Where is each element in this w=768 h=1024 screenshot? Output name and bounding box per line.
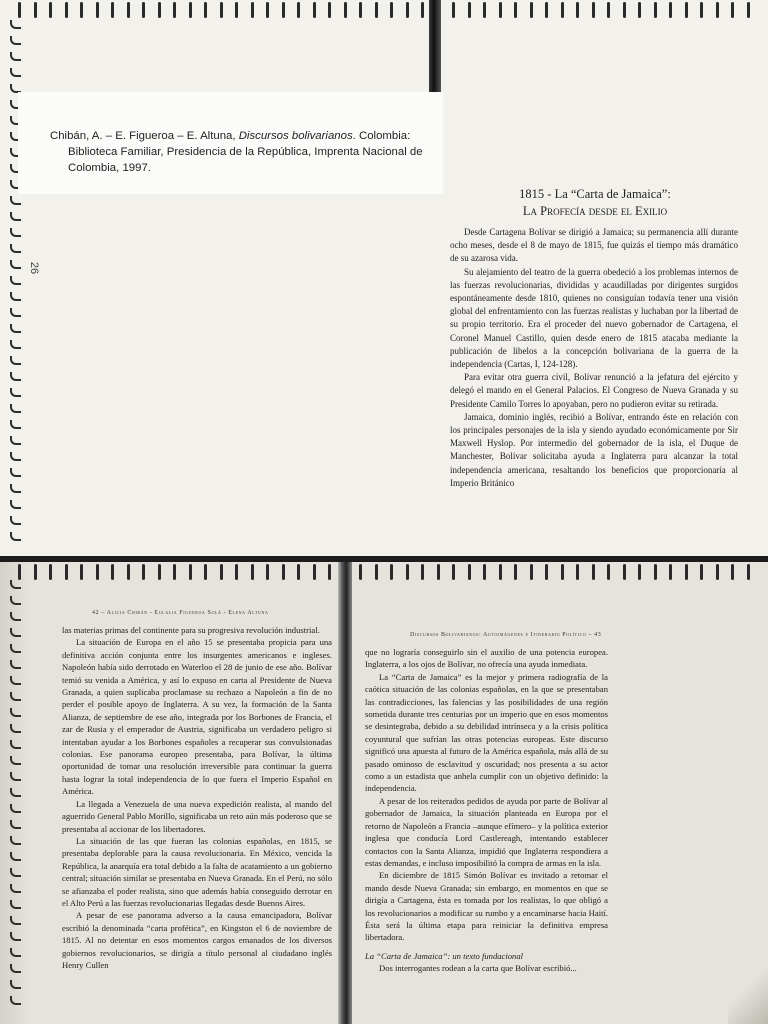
spiral-ring [483,2,486,18]
binding-hook [10,996,21,1005]
spiral-ring [127,2,130,18]
binding-hook [10,644,21,653]
binding-hook [10,372,21,381]
spiral-ring [576,564,579,580]
spiral-ring [80,2,83,18]
spiral-ring [452,2,455,18]
spiral-ring [452,564,455,580]
citation-publisher: . Colombia: Biblioteca Familiar, Presidencia de la República, Imprenta Nacional de Colombia, 1997. [68,130,423,174]
binding-hook [10,580,21,589]
binding-hook [10,468,21,477]
subheading: La “Carta de Jamaica”: un texto fundacional [365,950,524,961]
spiral-ring [592,2,595,18]
binding-hook [10,916,21,925]
spiral-ring [592,564,595,580]
spiral-ring [375,564,378,580]
binding-hook [10,692,21,701]
spiral-ring [421,2,424,18]
binding-hook [10,276,21,285]
paragraph: Desde Cartagena Bolívar se dirigió a Jamaica; su permanencia allí durante ocho meses, desde el 8 de mayo de 1815, fue quizás el tiempo más dramático de su azarosa vida. [450,227,738,264]
spiral-ring [607,564,610,580]
binding-hook [10,820,21,829]
right-page-text-column [365,646,608,975]
spiral-ring [545,2,548,18]
spiral-ring [49,2,52,18]
spiral-ring [669,564,672,580]
spiral-ring [468,564,471,580]
spiral-binding-bottom [0,562,768,586]
binding-hook [10,436,21,445]
spiral-ring [685,2,688,18]
binding-hook [10,772,21,781]
binding-hook [10,788,21,797]
spiral-ring [282,564,285,580]
binding-hook [10,228,21,237]
binding-hook [10,740,21,749]
spiral-ring [251,2,254,18]
spiral-ring [530,2,533,18]
binding-hook [10,292,21,301]
binding-hook [10,52,21,61]
spiral-ring [561,564,564,580]
spiral-ring [266,2,269,18]
spiral-ring [313,564,316,580]
binding-hook [10,244,21,253]
spiral-ring [623,564,626,580]
spiral-ring [328,564,331,580]
spiral-ring [700,564,703,580]
section-subtitle: La Profecía desde el Exilio [522,204,668,218]
binding-hook [10,388,21,397]
spiral-ring [111,564,114,580]
spiral-ring [654,564,657,580]
binding-hook [10,708,21,717]
spiral-ring [297,2,300,18]
binding-hook [10,324,21,333]
spiral-ring [499,564,502,580]
spiral-ring [142,564,145,580]
spiral-ring [111,2,114,18]
spiral-ring [34,564,37,580]
spiral-ring [251,564,254,580]
spiral-ring [375,2,378,18]
spiral-ring [80,564,83,580]
spiral-ring [313,2,316,18]
spiral-ring [235,564,238,580]
binding-hook [10,212,21,221]
spiral-ring [220,2,223,18]
spiral-ring [669,2,672,18]
spiral-ring [514,564,517,580]
spiral-ring [173,2,176,18]
spiral-ring [359,564,362,580]
binding-hook [10,420,21,429]
citation-authors: Chibán, A. – E. Figueroa – E. Altuna, [50,130,239,142]
paragraph: La “Carta de Jamaica” es la mejor y primera radiografía de la caótica situación de las colonias españolas, en la que se presentaban las contradicciones, las falencias y las posibilidades de una región sometida durante tres centurias por un imperio que en esos momentos se desintegraba, debido a su debilidad intrínseca y a la crisis política coyuntural que sufrían las otras potencias europeas. Este discurso significó una apuesta al futuro de la América española, más allá de su pasado ominoso de esclavitud y oscuridad; nos presenta a su actor como a un estadista que anhela cumplir con un objetivo definido: la independencia. [365,671,608,794]
running-head-left: 42 – Alicia Chibán - Eulalia Figueroa Solá - Elena Altuna [92,610,269,616]
spiral-ring [328,2,331,18]
spiral-ring [576,2,579,18]
binding-hook [10,196,21,205]
spiral-ring [297,564,300,580]
spiral-ring [390,564,393,580]
binding-hook [10,500,21,509]
spiral-ring [204,564,207,580]
binding-hook [10,676,21,685]
binding-hook [10,852,21,861]
binding-hook [10,836,21,845]
spiral-ring [685,564,688,580]
spiral-ring [127,564,130,580]
spiral-ring [716,2,719,18]
paragraph: Dos interrogantes rodean a la carta que Bolívar escribió... [379,963,577,974]
spiral-ring [34,2,37,18]
spiral-ring [189,2,192,18]
spiral-ring [359,2,362,18]
binding-hook [10,756,21,765]
binding-hook [10,452,21,461]
paragraph: Su alejamiento del teatro de la guerra obedeció a los problemas internos de las fuerzas revolucionarias, divididas y acaudilladas por dirigentes surgidos espontáneamente desde 1810, quienes no consiguían todavía tener una visión global del enfrentamiento con las fuerzas realistas y luchaban por la libertad de su propio territorio. Era el proceder del nuevo gobernador de Cartagena, el Coronel Manuel Castillo, quien desde enero de 1815 atacaba mediante la publicación de libelos a la concepción bolivariana de la guerra de la independencia (Cartas, I, 124-128). [450,266,738,370]
spiral-ring [530,564,533,580]
bottom-notebook-page [0,562,768,1024]
binding-hook [10,932,21,941]
binding-hook [10,308,21,317]
paragraph: A pesar de los reiterados pedidos de ayuda por parte de Bolívar al gobernador de Jamaica, la situación planteada en Europa por el retorno de Napoleón a Francia –aunque efímero– y la política exterior inglesa que conducía Lord Castlereagh, intentando establecer contactos con la Santa Alianza, impidió que Inglaterra respondiera a estas demandas, e incluso imposibilitó la compra de armas en la isla. [365,795,608,868]
paragraph: En diciembre de 1815 Simón Bolívar es invitado a retomar el mando desde Nueva Granada; sin embargo, en momentos en que se dirigía a Cartagena, ésta es tomada por los realistas, lo que obligó a los revolucionarios a modificar su rumbo y a encaminarse hacia Haití. Ésta será la última etapa para reiniciar la definitiva empresa libertadora. [365,870,608,943]
paragraph: La situación de Europa en el año 15 se presentaba propicia para una definitiva acción conjunta entre los insurgentes americanos e ingleses. Napoleón había sido derrotado en Waterloo el 28 de junio de ese año. Bolívar temió su venida a América, y así lo expuso en carta al Presidente de Nueva Granada, a quien suplicaba proclamase su rechazo a Napoleón a fin de no perder el posible apoyo de Inglaterra. A su vez, la formación de la Santa Alianza, de septiembre de ese año, integrada por los Borbones de Francia, el zar de Rusia y el emperador de Austria, significaba un verdadero peligro si intentaban ayudar a los Borbones españoles a recuperar sus convulsionadas colonias. Ese panorama europeo presentaba, para Bolívar, la última oportunidad de tomar una resolución irreversible para continuar la guerra hasta lograr la total independencia de lo que fuera el Imperio Español en América. [62,637,332,797]
spiral-ring [499,2,502,18]
binding-hook [10,964,21,973]
spiral-binding-top [0,0,768,24]
spiral-ring [96,2,99,18]
spiral-ring [96,564,99,580]
paragraph: Jamaica, dominio inglés, recibió a Bolívar, entrando éste en relación con los principales personajes de la isla y siendo ayudado económicamente por Sir Maxwell Hyslop. Por intermedio del gobernador de la isla, el Duque de Manchester, Bolívar solicitaba ayuda a Inglaterra para alcanzar la total independencia americana, resaltando los beneficios que proporcionaría al Imperio Británico [450,411,738,488]
binding-hook [10,20,21,29]
binding-hook [10,660,21,669]
spiral-ring [545,564,548,580]
spiral-ring [483,564,486,580]
spiral-ring [390,2,393,18]
spiral-ring [654,2,657,18]
spiral-ring [142,2,145,18]
binding-hook [10,340,21,349]
binding-hook [10,484,21,493]
paragraph: La llegada a Venezuela de una nueva expedición realista, al mando del aguerrido General Pablo Morillo, significaba un reto aún más poderoso que se presentaba al accionar de los libertadores. [62,798,332,834]
spiral-ring [173,564,176,580]
spiral-ring [65,2,68,18]
spiral-ring [406,2,409,18]
spiral-ring [421,564,424,580]
spiral-ring [638,2,641,18]
section-title-line: 1815 - La “Carta de Jamaica”: [519,187,671,201]
spiral-ring [561,2,564,18]
spiral-ring [747,564,750,580]
spiral-ring [437,564,440,580]
spiral-ring [158,564,161,580]
spiral-ring [18,564,21,580]
paragraph: las materias primas del continente para su progresiva revolución industrial. [62,625,320,635]
spiral-ring [716,564,719,580]
spiral-ring [220,564,223,580]
left-page-text-column [62,624,332,971]
spiral-ring [282,2,285,18]
spiral-ring [406,564,409,580]
spiral-ring [158,2,161,18]
paragraph: Para evitar otra guerra civil, Bolívar renunció a la jefatura del ejército y delegó el mando en el General Palacios. El Congreso de Nueva Granada y su Presidente Camilo Torres lo apoyaban, pero no pudieron evitar su retirada. [450,372,738,409]
spiral-ring [607,2,610,18]
corner-shadow [728,964,768,1024]
binding-hook [10,532,21,541]
top-page-text-column [450,226,738,490]
side-page-number: 26 [28,261,41,275]
binding-hook [10,900,21,909]
spiral-ring [731,2,734,18]
spiral-ring [344,2,347,18]
spiral-ring [266,564,269,580]
spiral-ring [731,564,734,580]
spiral-ring [65,564,68,580]
spiral-ring [189,564,192,580]
binding-hooks-left [0,580,26,1020]
section-title [455,186,735,220]
book-gutter-shadow [338,562,352,1024]
citation-title: Discursos bolivarianos [238,130,353,142]
spiral-ring [638,564,641,580]
binding-hook [10,356,21,365]
running-head-right: Discursos Bolivarianos: Autoimágenes e Itinerario Político – 43 [410,632,602,638]
binding-hook [10,628,21,637]
binding-hook [10,884,21,893]
binding-hook [10,516,21,525]
spiral-ring [204,2,207,18]
spiral-ring [235,2,238,18]
spiral-ring [49,564,52,580]
binding-hook [10,36,21,45]
paragraph: que no lograría conseguirlo sin el auxilio de una potencia europea. Inglaterra, a los ojos de Bolívar, no ofrecía una ayuda inmediata. [365,647,608,670]
binding-hook [10,804,21,813]
binding-hook [10,596,21,605]
binding-hook [10,724,21,733]
paragraph: A pesar de ese panorama adverso a la causa emancipadora, Bolívar escribió la denominada “carta profética”, en Kingston el 6 de noviembre de 1815. Al no detentar en esos momentos cargos emanados de los diversos gobiernos revolucionarios, se dirigía a título personal al ciudadano inglés Henry Cullen [62,910,332,970]
binding-hook [10,612,21,621]
binding-hook [10,68,21,77]
binding-hook [10,980,21,989]
spiral-ring [18,2,21,18]
binding-hook [10,868,21,877]
spiral-ring [468,2,471,18]
binding-hook [10,404,21,413]
paragraph: La situación de las que fueran las colonias españolas, en 1815, se presentaba deplorable para la causa revolucionaria. En México, vencida la República, la anarquía era total debido a la falta de acatamiento a un gobierno central; situación similar se presentaba en Nueva Granada. En el Perú, no sólo se afianzaba el poder realista, sino que además había conseguido derrotar en el Alto Perú a las fuerzas revolucionarias llegadas desde Buenos Aires. [62,835,332,908]
binding-hook [10,948,21,957]
bibliographic-citation [50,128,445,176]
spiral-ring [700,2,703,18]
binding-hook [10,260,21,269]
spiral-ring [514,2,517,18]
spiral-ring [623,2,626,18]
spiral-ring [747,2,750,18]
